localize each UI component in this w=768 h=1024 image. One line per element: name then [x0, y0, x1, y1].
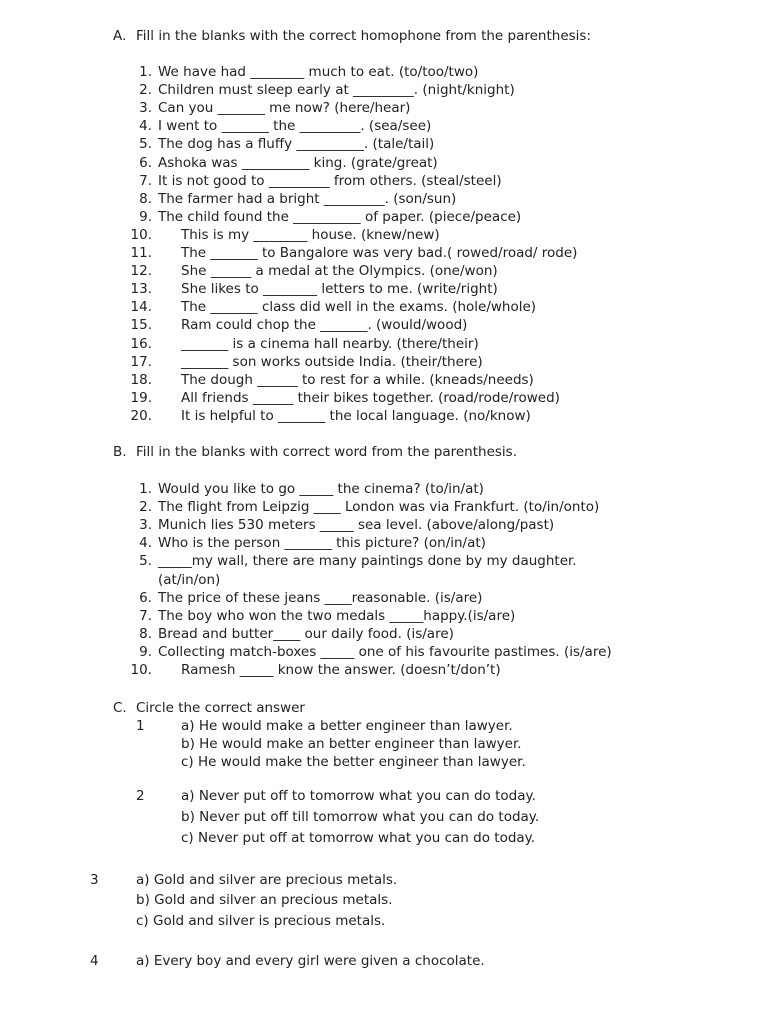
item-text: Children must sleep early at _________. (night/knight) [158, 82, 515, 99]
item-number: 13. [130, 281, 152, 298]
item-text: Munich lies 530 meters _____ sea level. (above/along/past) [158, 517, 555, 534]
item-number: 8. [139, 625, 152, 642]
item-number: 2. [139, 499, 152, 516]
item-text: Ramesh _____ know the answer. (doesn’t/don’t) [181, 662, 501, 678]
c-option: a) Never put off to tomorrow what you can do today. [181, 788, 536, 804]
c-question-number: 1 [136, 718, 145, 734]
section-c-heading: Circle the correct answer [136, 700, 305, 716]
item-number: 9. [139, 208, 152, 225]
c-option: a) Every boy and every girl were given a chocolate. [136, 953, 485, 969]
item-number: 4. [139, 535, 152, 552]
c-option: c) Gold and silver is precious metals. [136, 913, 386, 929]
item-number: 1. [139, 481, 152, 497]
c-option: b) He would make an better engineer than lawyer. [181, 736, 522, 752]
item-text: She likes to ________ letters to me. (write/right) [181, 281, 498, 298]
item-text: _____my wall, there are many paintings done by my daughter. [158, 553, 577, 570]
item-number: 7. [139, 172, 152, 189]
c-option: b) Never put off till tomorrow what you can do today. [181, 809, 540, 825]
item-number: 3. [139, 517, 152, 534]
section-a-letter: A. [113, 28, 127, 44]
item-number: 14. [130, 299, 152, 316]
item-text: Bread and butter____ our daily food. (is/are) [158, 625, 454, 642]
c-option: a) He would make a better engineer than lawyer. [181, 718, 513, 734]
c-option: c) He would make the better engineer than lawyer. [181, 754, 526, 770]
item-text: _______ is a cinema hall nearby. (there/their) [181, 335, 479, 352]
item-number: 8. [139, 190, 152, 207]
section-b-letter: B. [113, 444, 127, 460]
item-text: (at/in/on) [158, 571, 221, 588]
item-number: 11. [130, 245, 152, 261]
item-text: The _______ to Bangalore was very bad.( rowed/road/ rode) [181, 245, 578, 261]
item-text: Ashoka was __________ king. (grate/great) [158, 154, 438, 171]
item-number: 17. [130, 353, 152, 370]
item-number: 10. [130, 662, 152, 678]
item-number: 6. [139, 154, 152, 171]
c-option: b) Gold and silver an precious metals. [136, 892, 393, 908]
section-b-heading: Fill in the blanks with correct word from the parenthesis. [136, 444, 518, 460]
item-number: 18. [130, 371, 152, 388]
item-number: 10. [130, 226, 152, 243]
item-number: 1. [139, 64, 152, 80]
item-text: I went to _______ the _________. (sea/see) [158, 118, 432, 135]
item-number: 5. [139, 553, 152, 570]
c-question-number: 2 [136, 788, 145, 804]
c-option: a) Gold and silver are precious metals. [136, 872, 398, 888]
item-number: 15. [130, 317, 152, 334]
item-text: She ______ a medal at the Olympics. (one/won) [181, 263, 498, 280]
item-number: 2. [139, 82, 152, 99]
item-text: The dog has a fluffy __________. (tale/tail) [158, 136, 435, 153]
item-text: The price of these jeans ____reasonable. (is/are) [158, 589, 483, 606]
item-number: 16. [130, 335, 152, 352]
c-question-number: 3 [90, 872, 99, 888]
item-text: _______ son works outside India. (their/there) [181, 353, 483, 370]
item-number: 3. [139, 100, 152, 117]
item-text: The dough ______ to rest for a while. (kneads/needs) [181, 371, 534, 388]
section-a-heading: Fill in the blanks with the correct homophone from the parenthesis: [136, 28, 591, 44]
item-text: Collecting match-boxes _____ one of his favourite pastimes. (is/are) [158, 643, 612, 660]
item-text: The _______ class did well in the exams. (hole/whole) [181, 299, 537, 316]
item-text: Ram could chop the _______. (would/wood) [181, 317, 468, 334]
item-number: 9. [139, 643, 152, 660]
item-number: 19. [130, 389, 152, 406]
item-text: The child found the __________ of paper. (piece/peace) [158, 208, 522, 225]
item-text: This is my ________ house. (knew/new) [181, 226, 440, 243]
item-number: 20. [130, 407, 152, 424]
item-text: Would you like to go _____ the cinema? (to/in/at) [158, 481, 484, 497]
item-text: Can you _______ me now? (here/hear) [158, 100, 411, 117]
section-c-letter: C. [113, 700, 127, 716]
item-number: 7. [139, 607, 152, 624]
item-text: We have had ________ much to eat. (to/too/two) [158, 64, 479, 80]
c-question-number: 4 [90, 953, 99, 969]
item-text: The farmer had a bright _________. (son/sun) [158, 190, 457, 207]
item-number: 6. [139, 589, 152, 606]
item-text: Who is the person _______ this picture? (on/in/at) [158, 535, 486, 552]
item-text: It is helpful to _______ the local language. (no/know) [181, 407, 531, 424]
item-number: 12. [130, 263, 152, 280]
item-text: The flight from Leipzig ____ London was via Frankfurt. (to/in/onto) [158, 499, 600, 516]
item-text: All friends ______ their bikes together. (road/rode/rowed) [181, 389, 560, 406]
item-text: The boy who won the two medals _____happy.(is/are) [158, 607, 516, 624]
item-number: 4. [139, 118, 152, 135]
item-number: 5. [139, 136, 152, 153]
c-option: c) Never put off at tomorrow what you can do today. [181, 830, 536, 846]
item-text: It is not good to _________ from others. (steal/steel) [158, 172, 502, 189]
